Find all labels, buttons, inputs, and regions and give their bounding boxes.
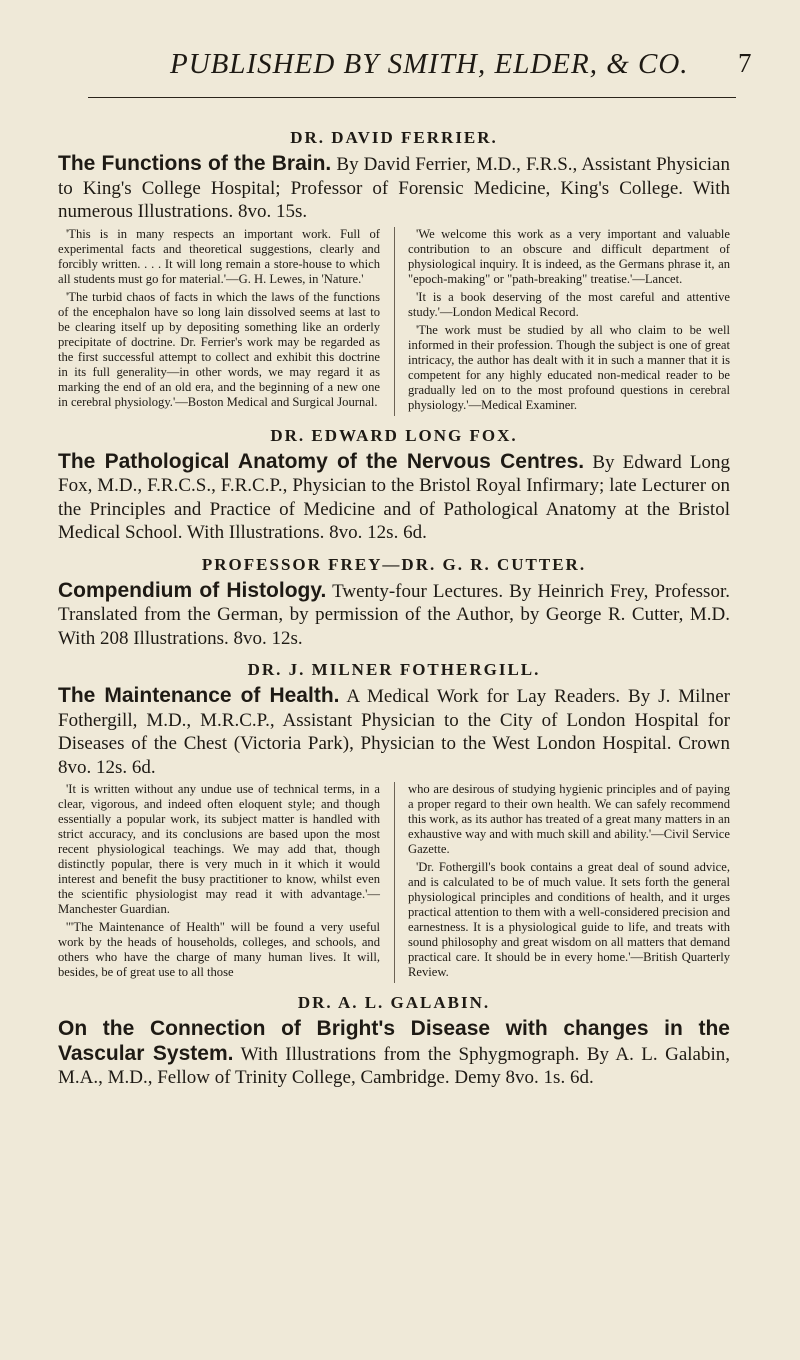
review-quote: 'It is a book deserving of the most careful and attentive study.'—London Medical Record. bbox=[408, 289, 730, 319]
entry-fothergill bbox=[58, 660, 730, 983]
review-quote: 'Dr. Fothergill's book contains a great deal of sound advice, and is calculated to be of much value. It sets forth the general physiological principles and conditions of health, and it urges practical attention to them with a well-considered precision and earnestness. It is a physiological guide to life, and treats with sound philosophy and great wisdom on all matters that demand practical care. It should be in every home.'—British Quarterly Review. bbox=[408, 860, 730, 979]
book-description: With Illustrations from the Sphygmograph. By A. L. Galabin, M.A., M.D., Fellow of Trinity College, Cambridge. Demy 8vo. 1s. 6d. bbox=[58, 1043, 730, 1088]
entry-text bbox=[58, 1017, 730, 1090]
entry-text bbox=[58, 450, 730, 545]
running-head-title: PUBLISHED BY SMITH, ELDER, & CO. bbox=[170, 48, 689, 80]
book-title: The Pathological Anatomy of the Nervous Centres. bbox=[58, 449, 585, 473]
author-heading: PROFESSOR FREY—DR. G. R. CUTTER. bbox=[201, 554, 587, 574]
entry-ferrier bbox=[58, 128, 730, 416]
book-description: Twenty-four Lectures. By Heinrich Frey, Professor. Translated from the German, by permission of the Author, by George R. Cutter, M.D. With 208 Illustrations. 8vo. 12s. bbox=[58, 580, 730, 649]
page-number: 7 bbox=[738, 48, 752, 78]
entry-frey-cutter bbox=[58, 555, 730, 651]
review-quote: who are desirous of studying hygienic principles and of paying a proper regard to their own health. We can safely recommend this work, as its author has treated of a great many matters in an exhaustive way and with much skill and ability.'—Civil Service Gazette. bbox=[408, 782, 730, 856]
book-title: The Maintenance of Health. bbox=[58, 684, 340, 707]
header-rule bbox=[88, 97, 736, 98]
review-quote: 'This is in many respects an important work. Full of experimental facts and theoretical suggestions, clearly and forcibly written. . . . It will long remain a store-house to which all students must go for material.'—G. H. Lewes, in 'Nature.' bbox=[58, 226, 380, 286]
book-description: By David Ferrier, M.D., F.R.S., Assistant Physician to King's College Hospital; Professor of Forensic Medicine, King's College. With numerous Illustrations. 8vo. 15s. bbox=[58, 154, 730, 222]
review-quote: 'The work must be studied by all who claim to be well informed in their profession. Though the subject is one of great intricacy, the author has dealt with it in such a manner that it is competent for any highly educated non-medical reader to be gradually led on to the most profound questions in cerebral physiology.'—Medical Examiner. bbox=[408, 322, 730, 412]
entry-fox bbox=[58, 426, 730, 545]
column-divider bbox=[394, 782, 395, 983]
column-divider bbox=[394, 227, 395, 416]
review-column-left bbox=[58, 227, 380, 416]
review-columns bbox=[58, 782, 730, 983]
review-quote: '"The Maintenance of Health" will be found a very useful work by the heads of households, colleges, and schools, and others who have the charge of many human lives. It will, besides, be of great use to all those bbox=[58, 920, 380, 979]
entry-text bbox=[58, 579, 730, 651]
review-column-right bbox=[408, 782, 730, 983]
book-description: A Medical Work for Lay Readers. By J. Milner Fothergill, M.D., M.R.C.P., Assistant Physician to the City of London Hospital for Diseases of the Chest (Victoria Park), Physician to the West London Hospital. Crown 8vo. 12s. 6d. bbox=[58, 686, 730, 778]
review-quote: 'The turbid chaos of facts in which the laws of the functions of the encephalon have so long lain dissolved seems at last to be clearing itself up by depositing something like an orderly precipitate of doctrine. Dr. Ferrier's work may be regarded as the first successful attempt to collect and exhibit this doctrine in its full generality—in other words, we may regard it as marking the end of an old era, and the beginning of a new one in cerebral physiology.'—Boston Medical and Surgical Journal. bbox=[58, 289, 380, 409]
review-columns bbox=[58, 227, 730, 416]
review-column-right bbox=[408, 227, 730, 416]
entry-text bbox=[58, 684, 730, 779]
book-title: On the Connection of Bright's Disease with changes in the Vascular System. bbox=[58, 1017, 730, 1065]
book-title: Compendium of Histology. bbox=[58, 578, 327, 602]
author-heading: DR. J. MILNER FOTHERGILL. bbox=[247, 660, 541, 679]
review-column-left bbox=[58, 782, 380, 983]
book-title: The Functions of the Brain. bbox=[58, 152, 332, 175]
running-head bbox=[0, 48, 800, 88]
author-heading: DR. A. L. GALABIN. bbox=[297, 993, 491, 1012]
entry-text bbox=[58, 152, 730, 224]
review-quote: 'It is written without any undue use of technical terms, in a clear, vigorous, and indeed often eloquent style; and though essentially a popular work, its subject matter is handled with strict accuracy, and its conclusions are based upon the most recent physiological teachings. We may add that, though distinctly popular, there is very much in it which it would interest and benefit the busy practitioner to know, whilst even the scientific physiologist may read it with advantage.'—Manchester Guardian. bbox=[58, 782, 380, 916]
catalogue-entries bbox=[58, 128, 730, 1090]
entry-galabin bbox=[58, 993, 730, 1090]
book-description: By Edward Long Fox, M.D., F.R.C.S., F.R.C.P., Physician to the Bristol Royal Infirmary; late Lecturer on the Principles and Practice of Medicine and of Pathological Anatomy at the Bristol Medical School. With Illustrations. 8vo. 12s. 6d. bbox=[58, 451, 731, 543]
author-heading: DR. DAVID FERRIER. bbox=[290, 128, 498, 147]
review-quote: 'We welcome this work as a very important and valuable contribution to an obscure and difficult department of physiological inquiry. It is indeed, as the Germans phrase it, an "epoch-making" or "path-breaking" treatise.'—Lancet. bbox=[408, 226, 730, 286]
author-heading: DR. EDWARD LONG FOX. bbox=[270, 425, 518, 445]
